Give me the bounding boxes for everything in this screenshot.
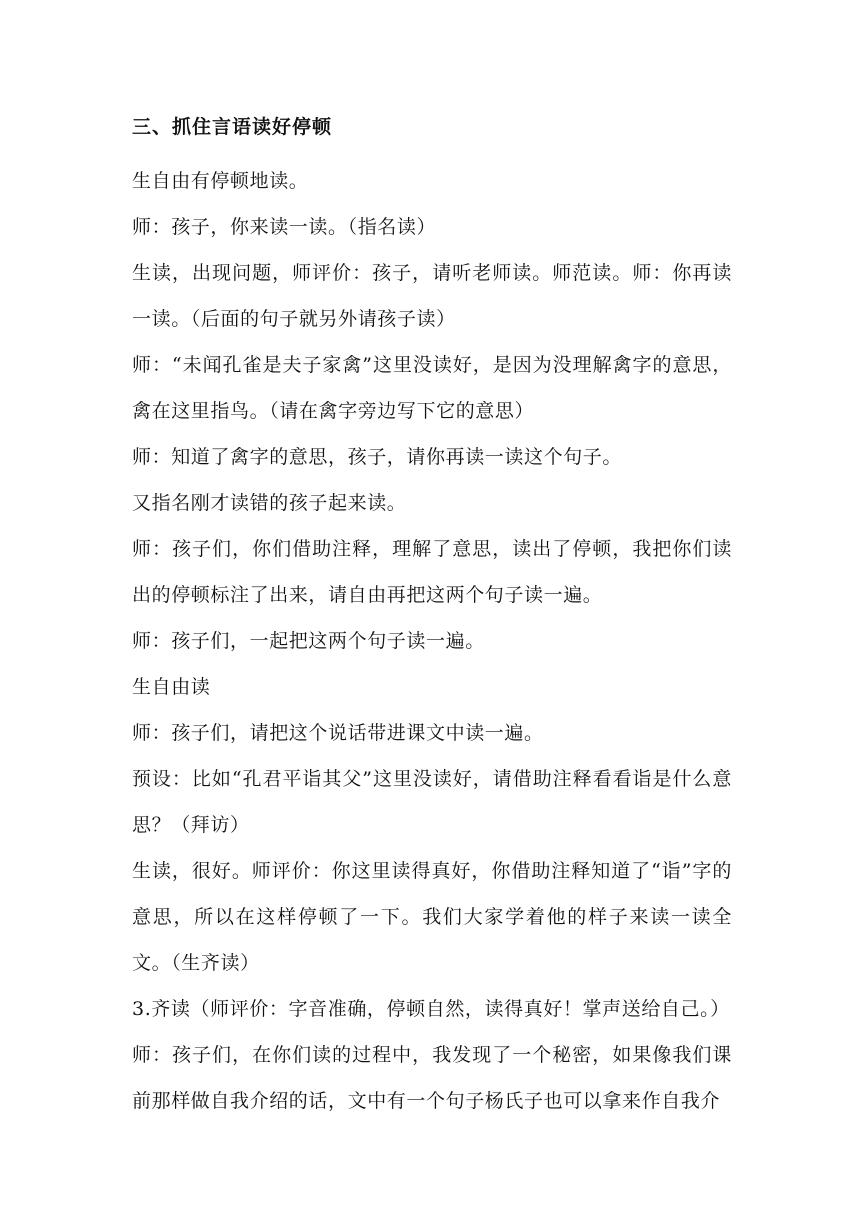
paragraph: 师：孩子们，你们借助注释，理解了意思，读出了停顿，我把你们读出的停顿标注了出来，请自由再把这两个句子读一遍。 <box>132 538 732 606</box>
section-heading: 三、抓住言语读好停顿 <box>132 116 333 138</box>
paragraph: 师：孩子们，一起把这两个句子读一遍。 <box>132 630 485 652</box>
paragraph: 师：孩子们，在你们读的过程中，我发现了一个秘密，如果像我们课前那样做自我介绍的话，文中有一个句子杨氏子也可以拿来作自我介 <box>132 1044 732 1112</box>
paragraph: 师：“未闻孔雀是夫子家禽”这里没读好，是因为没理解禽字的意思，禽在这里指鸟。（请在禽字旁边写下它的意思） <box>132 354 732 422</box>
paragraph: 生自由有停顿地读。 <box>132 170 309 192</box>
paragraph: 3.齐读（师评价：字音准确，停顿自然，读得真好！掌声送给自己。） <box>132 998 730 1020</box>
paragraph: 生读，出现问题，师评价：孩子，请听老师读。师范读。师：你再读一读。（后面的句子就另外请孩子读） <box>132 262 732 330</box>
paragraph: 又指名刚才读错的孩子起来读。 <box>132 492 407 514</box>
paragraph: 生读，很好。师评价：你这里读得真好，你借助注释知道了“诣”字的意思，所以在这样停顿了一下。我们大家学着他的样子来读一读全文。（生齐读） <box>132 860 732 974</box>
paragraph: 师：孩子们，请把这个说话带进课文中读一遍。 <box>132 722 544 744</box>
document-page <box>132 112 732 1124</box>
paragraph: 预设：比如“孔君平诣其父”这里没读好，请借助注释看看诣是什么意思？（拜访） <box>132 768 732 836</box>
paragraph: 师：知道了禽字的意思，孩子，请你再读一读这个句子。 <box>132 446 623 468</box>
paragraph: 生自由读 <box>132 676 211 698</box>
paragraph: 师：孩子，你来读一读。（指名读） <box>132 216 437 238</box>
